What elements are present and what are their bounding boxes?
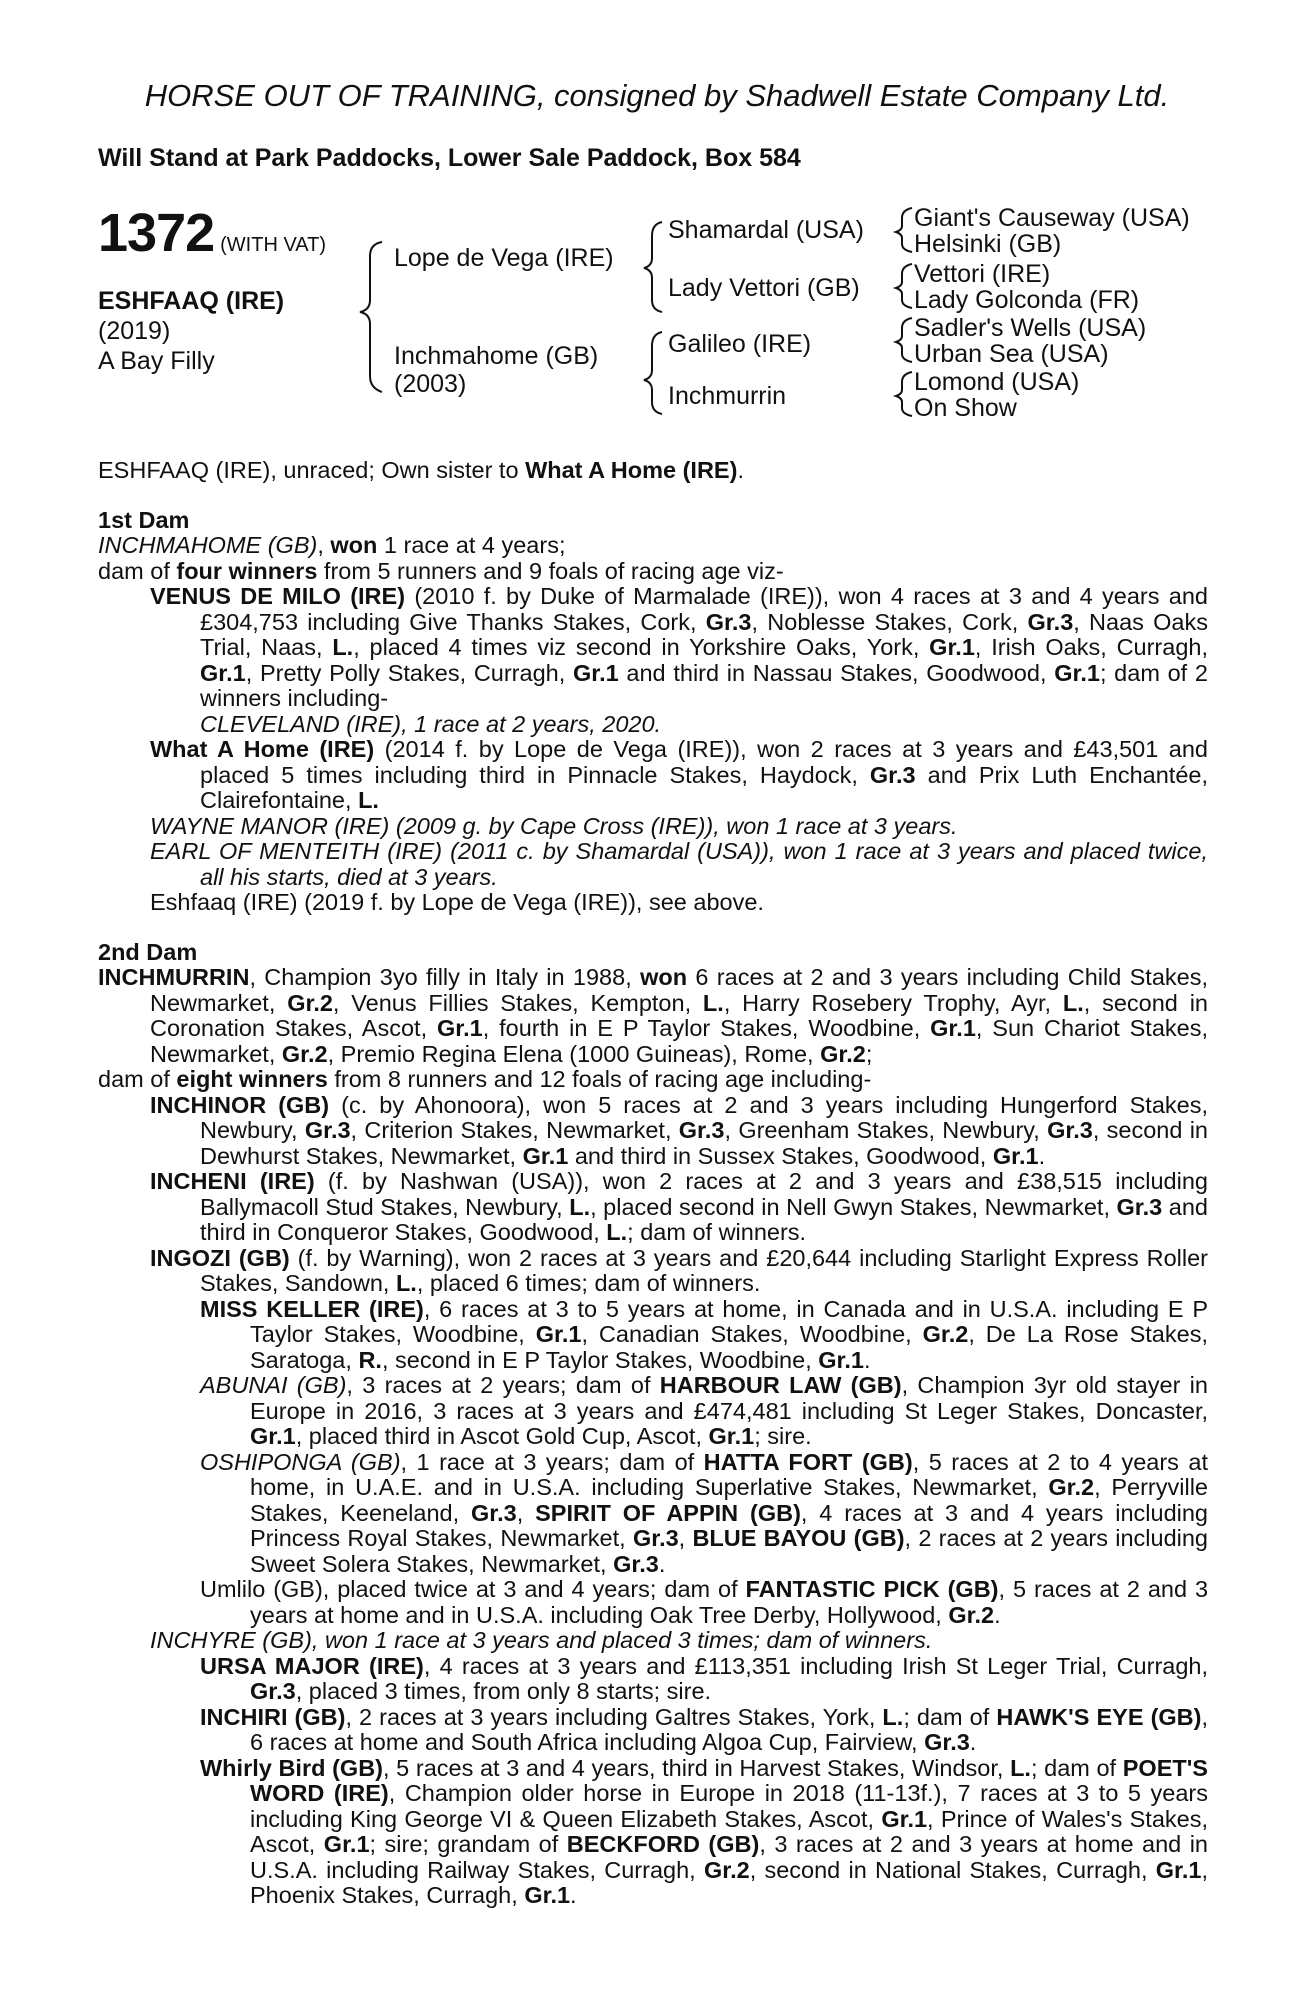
horse-year: (2019)	[98, 317, 171, 345]
lot-number: 1372	[98, 203, 215, 263]
entry-whirly-bird: Whirly Bird (GB), 5 races at 3 and 4 years, third in Harvest Stakes, Windsor, L.; dam of POET'S WORD (IRE), Champion older horse in Europe in 2018 (11-13f.), 7 races at 3 to 5 years including King George VI & Queen Elizabeth Stakes, Ascot, Gr.1, Prince of Wales's Stakes, Ascot, Gr.1; sire; grandam of BECKFORD (GB), 3 races at 2 and 3 years at home and in U.S.A. including Railway Stakes, Curragh, Gr.2, second in National Stakes, Curragh, Gr.1, Phoenix Stakes, Curragh, Gr.1.	[200, 1754, 1209, 1908]
entry-umlilo: Umlilo (GB), placed twice at 3 and 4 years; dam of FANTASTIC PICK (GB), 5 races at 2 and 3 years at home and in U.S.A. including Oak Tree Derby, Hollywood, Gr.2.	[200, 1576, 1209, 1628]
grandsire-3: Vettori (IRE)	[914, 260, 1051, 288]
catalogue-body	[98, 458, 1208, 1909]
entry-inchiri: INCHIRI (GB), 2 races at 3 years including Galtres Stakes, York, L.; dam of HAWK'S EYE (GB), 6 races at home and South Africa including Algoa Cup, Fairview, Gr.3.	[200, 1703, 1209, 1755]
entry-miss-keller: MISS KELLER (IRE), 6 races at 3 to 5 years at home, in Canada and in U.S.A. including E P Taylor Stakes, Woodbine, Gr.1, Canadian Stakes, Woodbine, Gr.2, De La Rose Stakes, Saratoga, R., second in E P Taylor Stakes, Woodbine, Gr.1.	[200, 1295, 1208, 1373]
sire: Lope de Vega (IRE)	[394, 244, 614, 272]
horse-description: A Bay Filly	[98, 347, 215, 375]
second-dam-produce: dam of eight winners from 8 runners and 12 foals of racing age including-	[98, 1066, 872, 1092]
entry-ingozi: INGOZI (GB) (f. by Warning), won 2 races at 3 years and £20,644 including Starlight Express Roller Stakes, Sandown, L., placed 6 times; dam of winners.	[150, 1244, 1209, 1296]
entry-ursa-major: URSA MAJOR (IRE), 4 races at 3 years and £113,351 including Irish St Leger Trial, Curragh, Gr.3, placed 3 times, from only 8 starts; sire.	[200, 1652, 1209, 1704]
entry-inchinor: INCHINOR (GB) (c. by Ahonoora), won 5 races at 2 and 3 years including Hungerford Stakes, Newbury, Gr.3, Criterion Stakes, Newmarket, Gr.3, Greenham Stakes, Newbury, Gr.3, second in Dewhurst Stakes, Newmarket, Gr.1 and third in Sussex Stakes, Goodwood, Gr.1.	[150, 1091, 1209, 1169]
dam-dam: Inchmurrin	[668, 382, 787, 410]
stand-location: Will Stand at Park Paddocks, Lower Sale Paddock, Box 584	[98, 144, 801, 172]
entry-venus-de-milo: VENUS DE MILO (IRE) (2010 f. by Duke of Marmalade (IRE)), won 4 races at 3 and 4 years and £304,753 including Give Thanks Stakes, Cork, Gr.3, Noblesse Stakes, Cork, Gr.3, Naas Oaks Trial, Naas, L., placed 4 times viz second in Yorkshire Oaks, York, Gr.1, Irish Oaks, Curragh, Gr.1, Pretty Polly Stakes, Curragh, Gr.1 and third in Nassau Stakes, Goodwood, Gr.1; dam of 2 winners including-	[150, 583, 1209, 711]
sire-dam: Lady Vettori (GB)	[668, 274, 860, 302]
grandsire-5: Sadler's Wells (USA)	[914, 314, 1147, 342]
page-header: HORSE OUT OF TRAINING, consigned by Shadwell Estate Company Ltd.	[144, 78, 1170, 113]
grandsire-8: On Show	[914, 394, 1017, 422]
dam-year: (2003)	[394, 370, 467, 398]
entry-oshiponga: OSHIPONGA (GB), 1 race at 3 years; dam of HATTA FORT (GB), 5 races at 2 to 4 years at home, in U.A.E. and in U.S.A. including Superlative Stakes, Newmarket, Gr.2, Perryville Stakes, Keeneland, Gr.3, SPIRIT OF APPIN (GB), 4 races at 3 and 4 years including Princess Royal Stakes, Newmarket, Gr.3, BLUE BAYOU (GB), 2 races at 2 years including Sweet Solera Stakes, Newmarket, Gr.3.	[200, 1448, 1209, 1577]
entry-wayne-manor: WAYNE MANOR (IRE) (2009 g. by Cape Cross (IRE)), won 1 race at 3 years.	[150, 812, 958, 839]
entry-what-a-home: What A Home (IRE) (2014 f. by Lope de Vega (IRE)), won 2 races at 3 years and £43,501 and placed 5 times including third in Pinnacle Stakes, Haydock, Gr.3 and Prix Luth Enchantée, Clairefontaine, L.	[150, 736, 1208, 813]
second-dam-heading: 2nd Dam	[98, 938, 198, 965]
dam-sire: Galileo (IRE)	[668, 330, 812, 358]
entry-cleveland: CLEVELAND (IRE), 1 race at 2 years, 2020.	[200, 710, 662, 737]
entry-inchmurrin: INCHMURRIN, Champion 3yo filly in Italy in 1988, won 6 races at 2 and 3 years including Child Stakes, Newmarket, Gr.2, Venus Fillies Stakes, Kempton, L., Harry Rosebery Trophy, Ayr, L., second in Coronation Stakes, Ascot, Gr.1, fourth in E P Taylor Stakes, Woodbine, Gr.1, Sun Chariot Stakes, Newmarket, Gr.2, Premio Regina Elena (1000 Guineas), Rome, Gr.2;	[98, 964, 1209, 1067]
entry-earl-of-menteith: EARL OF MENTEITH (IRE) (2011 c. by Shamardal (USA)), won 1 race at 3 years and placed twice, all his starts, died at 3 years.	[150, 838, 1208, 890]
entry-incheni: INCHENI (IRE) (f. by Nashwan (USA)), won 2 races at 2 and 3 years and £38,515 including Ballymacoll Stud Stakes, Newbury, L., placed second in Nell Gwyn Stakes, Newmarket, Gr.3 and third in Conqueror Stakes, Goodwood, L.; dam of winners.	[150, 1168, 1208, 1245]
entry-abunai: ABUNAI (GB), 3 races at 2 years; dam of HARBOUR LAW (GB), Champion 3yr old stayer in Europe in 2016, 3 races at 3 years and £474,481 including St Leger Stakes, Doncaster, Gr.1, placed third in Ascot Gold Cup, Ascot, Gr.1; sire.	[200, 1372, 1208, 1449]
vat-note: (WITH VAT)	[220, 234, 327, 256]
grandsire-6: Urban Sea (USA)	[914, 340, 1109, 368]
entry-eshfaaq: Eshfaaq (IRE) (2019 f. by Lope de Vega (IRE)), see above.	[150, 889, 764, 915]
grandsire-7: Lomond (USA)	[914, 368, 1080, 396]
grandsire-2: Helsinki (GB)	[914, 230, 1062, 258]
dam: Inchmahome (GB)	[394, 342, 599, 370]
sire-sire: Shamardal (USA)	[668, 216, 864, 244]
grandsire-4: Lady Golconda (FR)	[914, 286, 1140, 314]
grandsire-1: Giant's Causeway (USA)	[914, 204, 1190, 232]
summary-line: ESHFAAQ (IRE), unraced; Own sister to What A Home (IRE).	[98, 457, 744, 483]
first-dam-heading: 1st Dam	[98, 506, 190, 533]
first-dam-line: INCHMAHOME (GB), won 1 race at 4 years;	[98, 532, 566, 558]
horse-name: ESHFAAQ (IRE)	[98, 287, 285, 315]
first-dam-produce: dam of four winners from 5 runners and 9 foals of racing age viz-	[98, 557, 784, 584]
entry-inchyre: INCHYRE (GB), won 1 race at 3 years and placed 3 times; dam of winners.	[150, 1627, 933, 1653]
